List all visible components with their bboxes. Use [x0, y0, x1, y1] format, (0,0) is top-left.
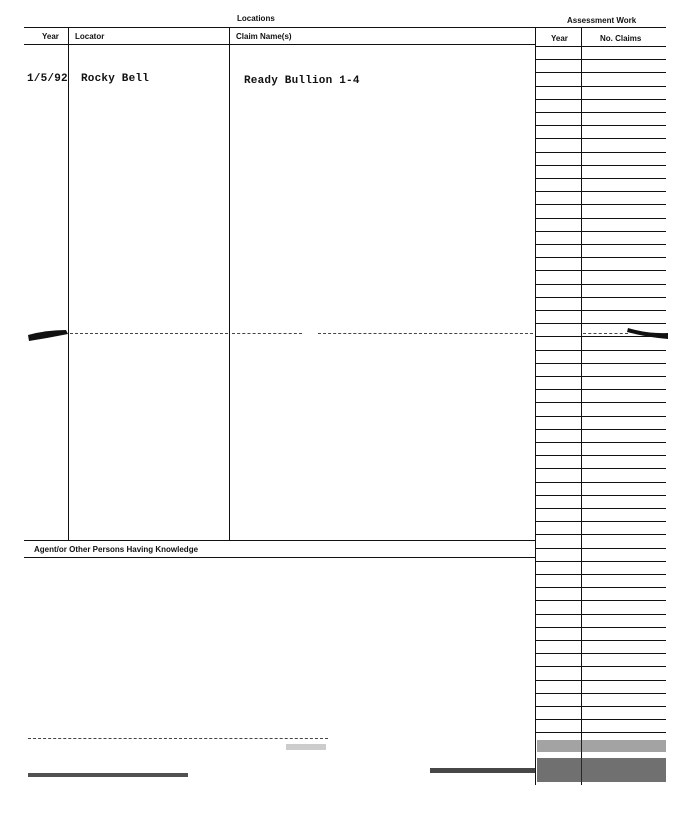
- ledger-rule: [536, 468, 666, 469]
- ledger-rule: [536, 99, 666, 100]
- ledger-rule: [536, 138, 666, 139]
- ledger-rule: [536, 389, 666, 390]
- ledger-rule: [536, 284, 666, 285]
- ledger-rule: [536, 561, 666, 562]
- ledger-rule: [536, 508, 666, 509]
- scan-mark-right: [626, 324, 670, 340]
- bottom-dotted-line: [28, 738, 328, 739]
- ledger-rule: [536, 429, 666, 430]
- ledger-rule: [536, 402, 666, 403]
- col-header-locator: Locator: [75, 32, 105, 41]
- ledger-rule: [536, 191, 666, 192]
- ledger-rule: [536, 59, 666, 60]
- ledger-rule: [536, 46, 666, 47]
- scan-smear-assess-2: [537, 758, 666, 782]
- header-top-rule: [24, 27, 666, 28]
- ledger-rule: [536, 86, 666, 87]
- ledger-rule: [536, 495, 666, 496]
- year-locator-divider: [68, 28, 69, 540]
- fold-line-mid: [232, 333, 302, 334]
- ledger-rule: [536, 548, 666, 549]
- ledger-rule: [536, 600, 666, 601]
- agent-section-label: Agent/or Other Persons Having Knowledge: [34, 545, 199, 554]
- scan-smear-assess-1: [537, 740, 666, 752]
- ledger-rule: [536, 257, 666, 258]
- agent-top-rule: [24, 540, 535, 541]
- scan-smear-mid: [430, 768, 535, 773]
- ledger-rule: [536, 244, 666, 245]
- ledger-rule: [536, 706, 666, 707]
- ledger-rule: [536, 680, 666, 681]
- ledger-rule: [536, 732, 666, 733]
- ledger-rule: [536, 165, 666, 166]
- assessment-mid-divider: [581, 28, 582, 785]
- ledger-rule: [536, 627, 666, 628]
- ledger-rule: [536, 482, 666, 483]
- ledger-rule: [536, 455, 666, 456]
- col-header-assessment-year: Year: [551, 34, 568, 43]
- ledger-rule: [536, 653, 666, 654]
- ledger-rule: [536, 587, 666, 588]
- entry-year: 1/5/92: [27, 73, 68, 85]
- ledger-rule: [536, 416, 666, 417]
- assessment-work-heading: Assessment Work: [567, 16, 637, 25]
- fold-line-right: [318, 333, 533, 334]
- ledger-rule: [536, 152, 666, 153]
- ledger-rule: [536, 640, 666, 641]
- scan-smudge: [286, 744, 326, 750]
- ledger-rule: [536, 178, 666, 179]
- header-bottom-rule: [24, 44, 535, 45]
- col-header-claim-names: Claim Name(s): [236, 32, 292, 41]
- locations-heading: Locations: [237, 14, 275, 23]
- ledger-rule: [536, 719, 666, 720]
- ledger-rule: [536, 350, 666, 351]
- ledger-rule: [536, 442, 666, 443]
- entry-locator: Rocky Bell: [81, 73, 150, 85]
- ledger-rule: [536, 666, 666, 667]
- entry-claim-name: Ready Bullion 1-4: [244, 75, 360, 87]
- ledger-rule: [536, 614, 666, 615]
- ledger-rule: [536, 72, 666, 73]
- ledger-rule: [536, 693, 666, 694]
- col-header-no-claims: No. Claims: [600, 34, 642, 43]
- ledger-rule: [536, 125, 666, 126]
- ledger-rule: [536, 534, 666, 535]
- ledger-rule: [536, 218, 666, 219]
- scan-mark-left: [26, 326, 70, 342]
- ledger-rule: [536, 204, 666, 205]
- agent-bottom-rule: [24, 557, 535, 558]
- locator-claims-divider: [229, 28, 230, 540]
- ledger-rule: [536, 376, 666, 377]
- fold-line-assess: [583, 333, 628, 334]
- fold-line-left: [70, 333, 228, 334]
- ledger-rule: [536, 270, 666, 271]
- ledger-rule: [536, 297, 666, 298]
- ledger-rule: [536, 231, 666, 232]
- ledger-rule: [536, 310, 666, 311]
- col-header-year: Year: [42, 32, 59, 41]
- ledger-rule: [536, 521, 666, 522]
- ledger-rule: [536, 363, 666, 364]
- assessment-left-border: [535, 28, 536, 785]
- scan-smear-left: [28, 773, 188, 777]
- ledger-rule: [536, 112, 666, 113]
- ledger-rule: [536, 574, 666, 575]
